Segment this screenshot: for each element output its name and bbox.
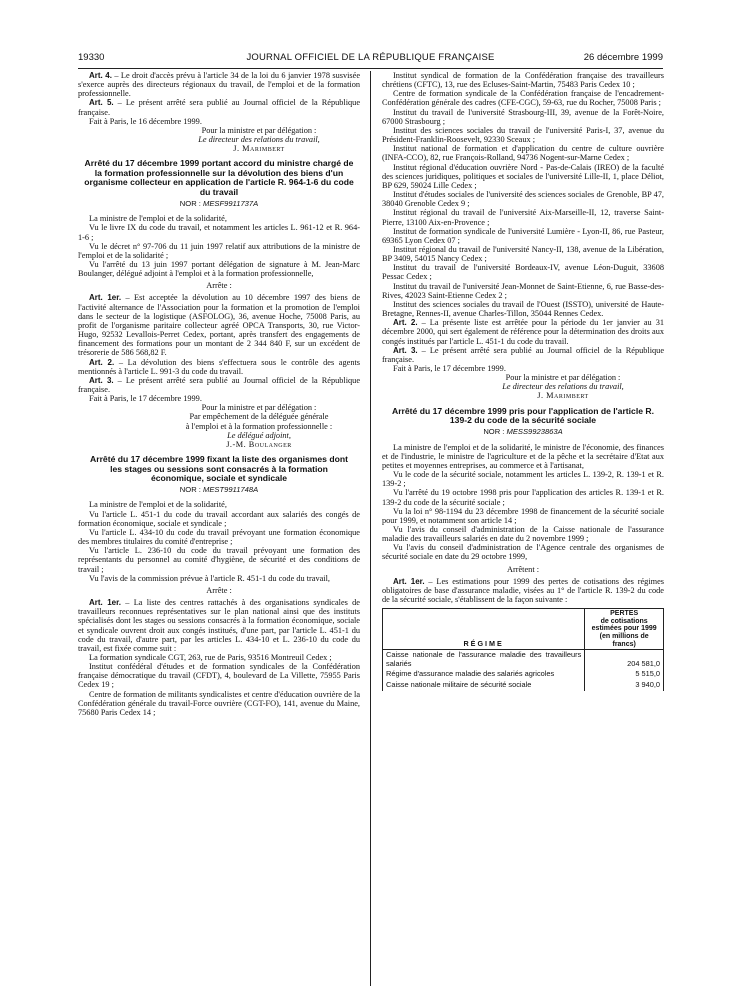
table-cell-value: 5 515,0 bbox=[585, 669, 664, 680]
preamble: La ministre de l'emploi et de la solidarité, le ministre de l'économie, des finances et de l'industrie, le ministre de l'agriculture et de la pêche et la secrétaire d'Etat aux petites et moyennes entreprises, au commerce et à l'artisanat, bbox=[382, 442, 664, 470]
preamble: Vu l'avis du conseil d'administration de l'Agence centrale des organismes de sécurité sociale en date du 29 octobre 1999, bbox=[382, 543, 664, 562]
list-item: Centre de formation syndicale de la Confédération française de l'encadrement-Confédération générale des cadres (CFE-CGC), 59-63, rue du Rocher, 75008 Paris ; bbox=[382, 89, 664, 108]
list-item: Institut régional du travail de l'université Nancy-II, 138, avenue de la Libération, BP 3409, 54015 Nancy Cedex ; bbox=[382, 244, 664, 264]
article-paragraph: Art. 1er. – Est acceptée la dévolution au 10 décembre 1997 des biens de l'activité alternance de l'Association pour la formation et la promotion de l'emploi dans le secteur de la logistique (ASFOLOG), 36, avenue Hoche, 75008 Paris, au profit de l'organisme paritaire collecteur agréé OPCA Transports, 30, rue Victor-Hugo, 92532 Levallois-Perret Cedex, portant, après transfert des engagements de financement des formations pour un montant de 2 344 840 F, sur un excédent de trésorerie de 586 568,82 F. bbox=[78, 293, 360, 358]
signature-line: Par empêchement de la déléguée générale bbox=[189, 412, 329, 422]
column-header-regime: RÉGIME bbox=[383, 609, 585, 650]
list-item: Institut syndical de formation de la Confédération française des travailleurs chrétiens (CFTC), 13, rue des Ecluses-Saint-Martin, 75483 Paris Cedex 10 ; bbox=[382, 71, 664, 90]
issue-date: 26 décembre 1999 bbox=[583, 52, 663, 63]
right-column bbox=[382, 71, 664, 986]
signature-line: à l'emploi et à la formation professionnelle : bbox=[185, 421, 333, 431]
table-row bbox=[383, 669, 664, 680]
running-header bbox=[78, 52, 663, 66]
preamble: Vu l'avis de la commission prévue à l'article R. 451-1 du code du travail, bbox=[89, 573, 330, 583]
decree-title: Arrêté du 17 décembre 1999 pris pour l'application de l'article R. 139-2 du code de la sécurité sociale bbox=[392, 405, 654, 426]
preamble: Vu le code de la sécurité sociale, notamment les articles L. 139-2, R. 139-1 et R. 139-2 ; bbox=[382, 470, 664, 489]
arrete-heading: Arrête : bbox=[206, 585, 232, 595]
decree-title: Arrêté du 17 décembre 1999 portant accord du ministre chargé de la formation professionnelle sur la dévolution des biens d'un organisme collecteur en application de l'article R. 964-1-6 du code du travail bbox=[84, 158, 354, 197]
losses-table bbox=[382, 608, 664, 690]
table-cell-label: Caisse nationale militaire de sécurité sociale bbox=[383, 680, 585, 691]
signature-line: Le délégué adjoint, bbox=[227, 430, 291, 440]
article-paragraph: Art. 2. – La présente liste est arrêtée pour la période du 1er janvier au 31 décembre 2000, qui sert également de référence pour la détermination des droits aux congés institués par l'article L. 451-1 du code du travail. bbox=[382, 318, 664, 346]
article-paragraph: Art. 2. – La dévolution des biens s'effectuera sous le contrôle des agents mentionnés à l'article L. 991-3 du code du travail. bbox=[78, 357, 360, 376]
journal-page bbox=[78, 0, 663, 990]
table-cell-label: Régime d'assurance maladie des salariés agricoles bbox=[383, 669, 585, 680]
left-column bbox=[78, 71, 360, 986]
nor-reference: NOR : MESS9923863A bbox=[483, 427, 563, 437]
list-item: Institut de formation syndicale de l'université Lumière - Lyon-II, 86, rue Pasteur, 69365 Lyon Cedex 07 ; bbox=[382, 226, 664, 245]
table-cell-value: 204 581,0 bbox=[585, 650, 664, 670]
article-paragraph: Art. 3. – Le présent arrêté sera publié au Journal officiel de la République française. bbox=[382, 345, 664, 364]
article-paragraph: Art. 1er. – Les estimations pour 1999 des pertes de cotisations des régimes obligatoires de base d'assurance maladie, visées au 1° de l'article R. 139-2 du code de la sécurité sociale, s'établissent de la façon suivante : bbox=[382, 576, 664, 605]
table-cell-label: Caisse nationale de l'assurance maladie des travailleurs salariés bbox=[383, 650, 585, 670]
table-cell-value: 3 940,0 bbox=[585, 680, 664, 691]
signature-date: Fait à Paris, le 16 décembre 1999. bbox=[89, 116, 202, 126]
decree-title: Arrêté du 17 décembre 1999 fixant la liste des organismes dont les stages ou sessions sont consacrés à la formation économique, sociale et syndicale bbox=[90, 454, 348, 483]
list-item: Institut des sciences sociales du travail de l'Ouest (ISSTO), université de Haute-Bretagne, Rennes-II, avenue Charles-Tillon, 35044 Rennes Cedex. bbox=[382, 299, 664, 319]
preamble: La ministre de l'emploi et de la solidarité, bbox=[89, 500, 227, 510]
nor-reference: NOR : MESF9911737A bbox=[179, 199, 259, 209]
preamble: Vu l'avis du conseil d'administration de la Caisse nationale de l'assurance maladie des travailleurs salariés en date du 2 novembre 1999 ; bbox=[382, 525, 664, 544]
list-item: Centre de formation de militants syndicalistes et centre d'éducation ouvrière de la Confédération générale du travail-Force ouvrière (CGT-FO), 141, avenue du Maine, 75680 Paris Cedex 14 ; bbox=[78, 689, 360, 717]
preamble: Vu le décret n° 97-706 du 11 juin 1997 relatif aux attributions de la ministre de l'emploi et de la solidarité ; bbox=[78, 241, 360, 260]
column-header-pertes: PERTES de cotisations estimées pour 1999 (en millions de francs) bbox=[585, 609, 664, 650]
table-row bbox=[383, 680, 664, 691]
signatory-name: J. Marimbert bbox=[233, 144, 285, 154]
article-paragraph: Art. 1er. – La liste des centres rattachés à des organisations syndicales de travailleurs reconnues représentatives sur le plan national ainsi que des instituts spécialisés dont les stages ou sessions consacrés à la formation économique, sociale et syndicale ouvrent droit aux congés institués, d'une part, par l'article L. 451-1 du code du travail, d'autre part, par les articles L. 434-10 et L. 236-10 du code du travail, est fixée comme suit : bbox=[78, 598, 360, 653]
preamble: Vu l'article L. 236-10 du code du travail prévoyant une formation des représentants du personnel au comité d'hygiène, de sécurité et des conditions de travail ; bbox=[78, 546, 360, 574]
article-paragraph: Art. 4. – Le droit d'accès prévu à l'article 34 de la loi du 6 janvier 1978 susvisée s'exerce auprès des directeurs régionaux du travail, de l'emploi et de la formation professionnelle. bbox=[78, 71, 360, 99]
signature-date: Fait à Paris, le 17 décembre 1999. bbox=[89, 394, 202, 404]
nor-reference: NOR : MEST9911748A bbox=[179, 485, 259, 495]
signature-date: Fait à Paris, le 17 décembre 1999. bbox=[393, 364, 506, 373]
list-item: Institut confédéral d'études et de formation syndicales de la Confédération française démocratique du travail (CFDT), 4, boulevard de La Villette, 75955 Paris Cedex 19 ; bbox=[78, 662, 360, 690]
signatory-name: J. Marimbert bbox=[537, 391, 589, 401]
signature-line: Pour la ministre et par délégation : bbox=[201, 125, 317, 135]
signature-line: Pour la ministre et par délégation : bbox=[201, 403, 317, 413]
page-number: 19330 bbox=[78, 52, 105, 63]
journal-title: JOURNAL OFFICIEL DE LA RÉPUBLIQUE FRANÇAISE bbox=[246, 52, 495, 63]
arrete-heading: Arrêtent : bbox=[506, 564, 540, 574]
preamble: La ministre de l'emploi et de la solidarité, bbox=[89, 214, 227, 224]
list-item: Institut du travail de l'université Jean-Monnet de Saint-Etienne, 6, rue Basse-des-Rives, 42023 Saint-Etienne Cedex 2 ; bbox=[382, 281, 664, 300]
preamble: Vu l'article L. 451-1 du code du travail accordant aux salariés des congés de formation économique, sociale et syndicale ; bbox=[78, 509, 360, 528]
preamble: Vu l'arrêté du 13 juin 1997 portant délégation de signature à M. Jean-Marc Boulanger, délégué adjoint à l'emploi et à la formation professionnelle, bbox=[78, 259, 360, 279]
preamble: Vu la loi n° 98-1194 du 23 décembre 1998 de financement de la sécurité sociale pour 1999, et notamment son article 14 ; bbox=[382, 506, 664, 525]
article-paragraph: Art. 3. – Le présent arrêté sera publié au Journal officiel de la République française. bbox=[78, 375, 360, 394]
list-item: Institut national de formation et d'application du centre de culture ouvrière (INFA-CCO), 82, rue François-Rolland, 94736 Nogent-sur-Marne Cedex ; bbox=[382, 144, 664, 163]
signatory-name: J.-M. Boulanger bbox=[226, 439, 292, 449]
preamble: Vu le livre IX du code du travail, et notamment les articles L. 961-12 et R. 964-1-6 ; bbox=[78, 223, 360, 242]
list-item: Institut d'études sociales de l'université des sciences sociales de Grenoble, BP 47, 38040 Grenoble Cedex 9 ; bbox=[382, 190, 664, 209]
header-rule bbox=[78, 68, 663, 69]
signature-line: Le directeur des relations du travail, bbox=[502, 382, 624, 392]
list-item: Institut régional du travail de l'université Aix-Marseille-II, 12, traverse Saint-Pierre, 13100 Aix-en-Provence ; bbox=[382, 208, 664, 227]
table-row bbox=[383, 650, 664, 670]
list-item: Institut du travail de l'université Strasbourg-III, 39, avenue de la Forêt-Noire, 67000 Strasbourg ; bbox=[382, 107, 664, 126]
column-divider bbox=[370, 71, 371, 986]
preamble: Vu l'arrêté du 19 octobre 1998 pris pour l'application des articles R. 139-1 et R. 139-2 du code de la sécurité sociale ; bbox=[382, 488, 664, 507]
list-item: Institut des sciences sociales du travail de l'université Paris-I, 37, avenue du Président-Franklin-Roosevelt, 92330 Sceaux ; bbox=[382, 125, 664, 145]
arrete-heading: Arrête : bbox=[206, 281, 232, 291]
preamble: Vu l'article L. 434-10 du code du travail prévoyant une formation économique des membres titulaires du comité d'entreprise ; bbox=[78, 527, 360, 547]
article-paragraph: Art. 5. – Le présent arrêté sera publié au Journal officiel de la République française. bbox=[78, 98, 360, 117]
signature-line: Pour la ministre et par délégation : bbox=[505, 373, 621, 383]
list-item: Institut régional d'éducation ouvrière Nord - Pas-de-Calais (IREO) de la faculté des sciences juridiques, politiques et sociales de l'université Lille-II, 1, place Déliot, BP 629, 59024 Lille Cedex ; bbox=[382, 162, 664, 190]
signature-line: Le directeur des relations du travail, bbox=[198, 135, 320, 145]
list-item: La formation syndicale CGT, 263, rue de Paris, 93516 Montreuil Cedex ; bbox=[89, 652, 332, 662]
list-item: Institut du travail de l'université Bordeaux-IV, avenue Léon-Duguit, 33608 Pessac Cedex ; bbox=[382, 263, 664, 282]
